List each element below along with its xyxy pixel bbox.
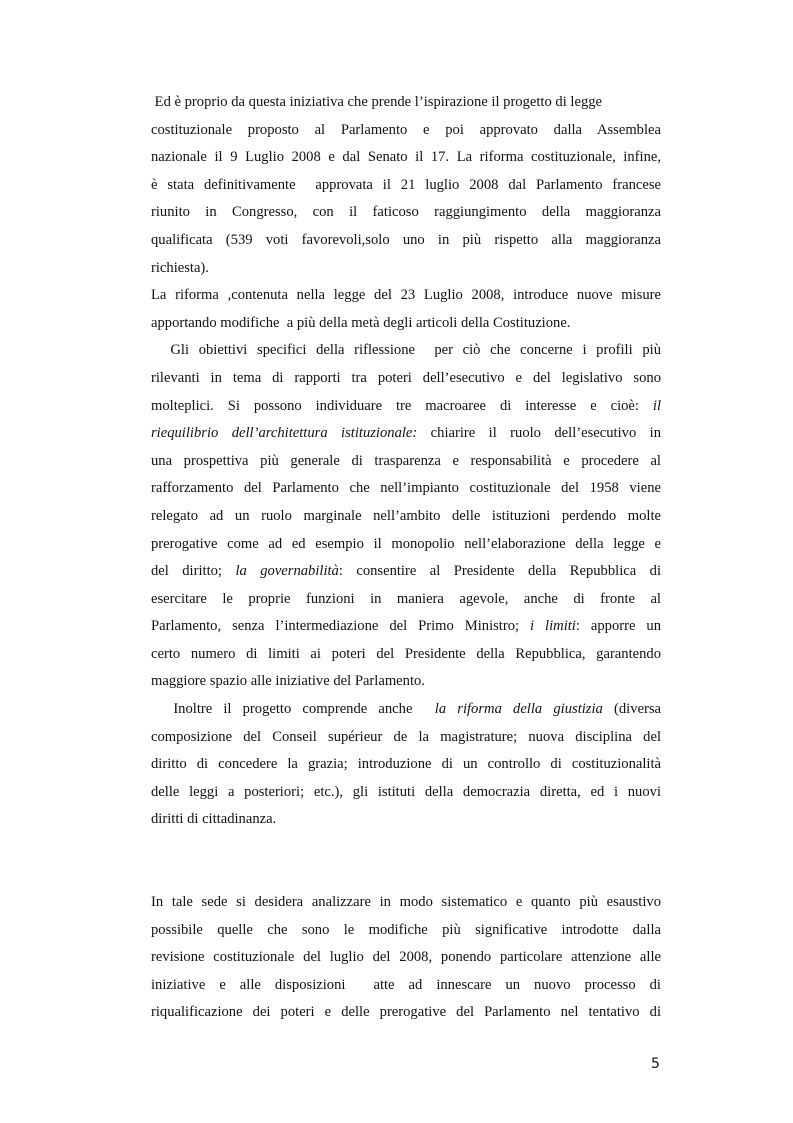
text-line xyxy=(151,448,661,476)
text-span: costituzionale proposto al Parlamento e poi approvato dalla Assemblea xyxy=(151,121,661,138)
italic-text: i limiti xyxy=(530,618,576,635)
text-span: qualificata (539 voti favorevoli,solo uno in più rispetto alla maggioranza xyxy=(151,231,661,248)
text-span: La riforma ,contenuta nella legge del 23 Luglio 2008, introduce nuove misure xyxy=(151,287,661,304)
text-line xyxy=(151,917,661,945)
text-span: revisione costituzionale del luglio del 2008, ponendo particolare attenzione alle xyxy=(151,949,661,966)
text-span: iniziative e alle disposizioni atte ad innescare un nuovo processo di xyxy=(151,976,661,993)
text-span: delle leggi a posteriori; etc.), gli istituti della democrazia diretta, ed i nuovi xyxy=(151,783,661,800)
page-number: 5 xyxy=(651,1056,660,1072)
text-span: riqualificazione dei poteri e delle prerogative del Parlamento nel tentativo di xyxy=(151,1004,661,1021)
text-line xyxy=(151,199,661,227)
text-span: Ed è proprio da questa iniziativa che prende l’ispirazione il progetto di legge xyxy=(151,94,603,110)
text-span: diritto di concedere la grazia; introduzione di un controllo di costituzionalità xyxy=(151,756,661,773)
text-span: Gli obiettivi specifici della riflessione per ciò che concerne i profili più xyxy=(151,342,661,359)
text-line xyxy=(151,475,661,503)
text-span: riunito in Congresso, con il faticoso raggiungimento della maggioranza xyxy=(151,204,661,221)
document-body xyxy=(151,89,661,1027)
text-line xyxy=(151,393,661,421)
text-line xyxy=(151,779,661,807)
text-span: del diritto; xyxy=(151,563,236,580)
text-span: : consentire al Presidente della Repubblica di xyxy=(338,563,661,580)
text-span: chiarire il ruolo dell’esecutivo in xyxy=(417,425,662,442)
text-span: esercitare le proprie funzioni in maniera agevole, anche di fronte al xyxy=(151,590,661,607)
text-line xyxy=(151,724,661,752)
text-span: rafforzamento del Parlamento che nell’impianto costituzionale del 1958 viene xyxy=(151,480,661,497)
paragraph-gap xyxy=(151,834,661,889)
text-span: composizione del Conseil supérieur de la magistrature; nuova disciplina del xyxy=(151,728,661,745)
text-line xyxy=(151,172,661,200)
text-span: una prospettiva più generale di trasparenza e responsabilità e procedere al xyxy=(151,452,661,469)
text-span: rilevanti in tema di rapporti tra poteri dell’esecutivo e del legislativo sono xyxy=(151,369,661,386)
text-line xyxy=(151,944,661,972)
text-line xyxy=(151,806,661,834)
text-line xyxy=(151,558,661,586)
text-line xyxy=(151,972,661,1000)
text-span: relegato ad un ruolo marginale nell’ambito delle istituzioni perdendo molte xyxy=(151,507,661,524)
text-span: : apporre un xyxy=(575,618,661,635)
italic-text: la governabilità xyxy=(235,563,339,580)
italic-text: riequilibrio dell’architettura istituzionale: xyxy=(151,425,418,442)
text-line xyxy=(151,531,661,559)
text-line xyxy=(151,420,661,448)
text-span: Parlamento, senza l’intermediazione del Primo Ministro; xyxy=(151,618,531,635)
text-line xyxy=(151,282,661,310)
paragraph xyxy=(151,696,661,834)
text-line xyxy=(151,751,661,779)
text-line xyxy=(151,117,661,145)
text-line xyxy=(151,89,661,117)
text-line xyxy=(151,337,661,365)
text-line xyxy=(151,144,661,172)
italic-text: il xyxy=(652,397,661,414)
text-line xyxy=(151,613,661,641)
paragraph xyxy=(151,337,661,696)
text-line xyxy=(151,696,661,724)
text-span: molteplici. Si possono individuare tre macroaree di interesse e cioè: xyxy=(151,397,653,414)
text-line xyxy=(151,586,661,614)
text-span: Inoltre il progetto comprende anche xyxy=(151,701,435,718)
text-span: (diversa xyxy=(602,701,662,718)
text-span: apportando modifiche a più della metà degli articoli della Costituzione. xyxy=(151,314,571,331)
italic-text: la riforma della giustizia xyxy=(434,701,603,718)
paragraph xyxy=(151,89,661,282)
text-line xyxy=(151,503,661,531)
text-span: In tale sede si desidera analizzare in modo sistematico e quanto più esaustivo xyxy=(151,894,661,911)
text-line xyxy=(151,999,661,1027)
text-line xyxy=(151,310,661,338)
text-line xyxy=(151,668,661,696)
text-span: è stata definitivamente approvata il 21 luglio 2008 dal Parlamento francese xyxy=(151,176,661,193)
text-span: diritti di cittadinanza. xyxy=(151,811,277,828)
text-span: prerogative come ad ed esempio il monopolio nell’elaborazione della legge e xyxy=(151,535,661,552)
text-span: possibile quelle che sono le modifiche più significative introdotte dalla xyxy=(151,921,661,938)
text-span: maggiore spazio alle iniziative del Parlamento. xyxy=(151,673,425,690)
text-line xyxy=(151,365,661,393)
text-span: richiesta). xyxy=(151,259,209,276)
text-line xyxy=(151,889,661,917)
text-line xyxy=(151,227,661,255)
text-line xyxy=(151,255,661,283)
paragraph xyxy=(151,889,661,1027)
text-line xyxy=(151,641,661,669)
text-span: nazionale il 9 Luglio 2008 e dal Senato il 17. La riforma costituzionale, infine, xyxy=(151,149,661,166)
paragraph xyxy=(151,282,661,337)
text-span: certo numero di limiti ai poteri del Presidente della Repubblica, garantendo xyxy=(151,645,661,662)
